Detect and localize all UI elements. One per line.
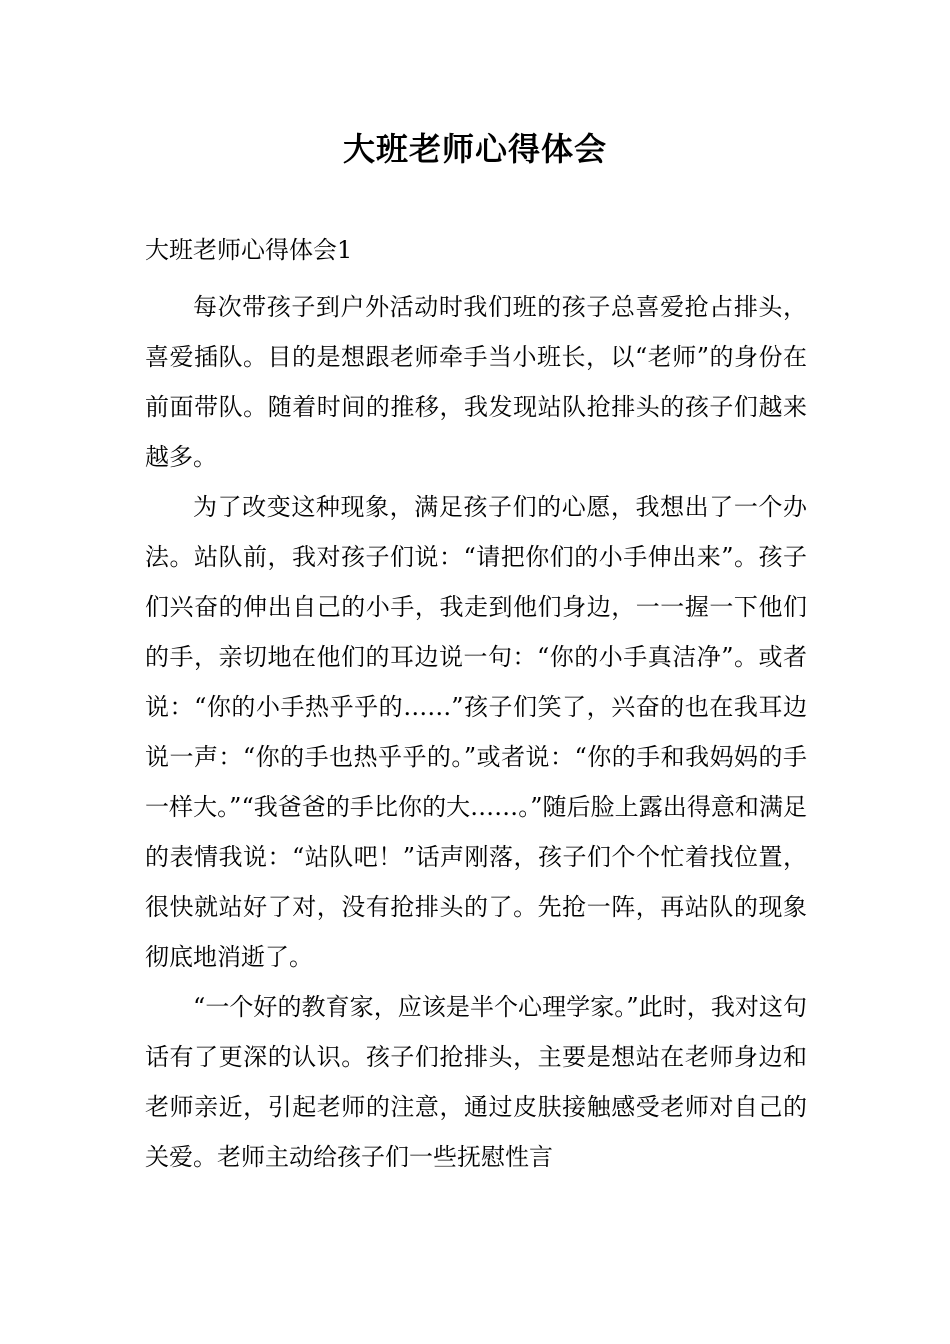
paragraph-1: 每次带孩子到户外活动时我们班的孩子总喜爱抢占排头，喜爱插队。目的是想跟老师牵手当小班长，以“老师”的身份在前面带队。随着时间的推移，我发现站队抢排头的孩子们越来越多。 xyxy=(145,293,807,471)
paragraph-2: 为了改变这种现象，满足孩子们的心愿，我想出了一个办法。站队前，我对孩子们说：“请把你们的小手伸出来”。孩子们兴奋的伸出自己的小手，我走到他们身边，一一握一下他们的手，亲切地在他们的耳边说一句：“你的小手真洁净”。或者说：“你的小手热乎乎的……”孩子们笑了，兴奋的也在我耳边说一声：“你的手也热乎乎的。”或者说：“你的手和我妈妈的手一样大。”“我爸爸的手比你的大……。”随后脸上露出得意和满足的表情我说：“站队吧！”话声刚落，孩子们个个忙着找位置，很快就站好了对，没有抢排头的了。先抢一阵，再站队的现象彻底地消逝了。 xyxy=(145,493,807,971)
paragraph-3: “一个好的教育家，应该是半个心理学家。”此时，我对这句话有了更深的认识。孩子们抢排头，主要是想站在老师身边和老师亲近，引起老师的注意，通过皮肤接触感受老师对自己的关爱。老师主动给孩子们一些抚慰性言 xyxy=(145,993,807,1171)
section-heading: 大班老师心得体会1 xyxy=(145,236,353,264)
document-body xyxy=(145,282,807,1182)
document-title: 大班老师心得体会 xyxy=(342,130,607,168)
